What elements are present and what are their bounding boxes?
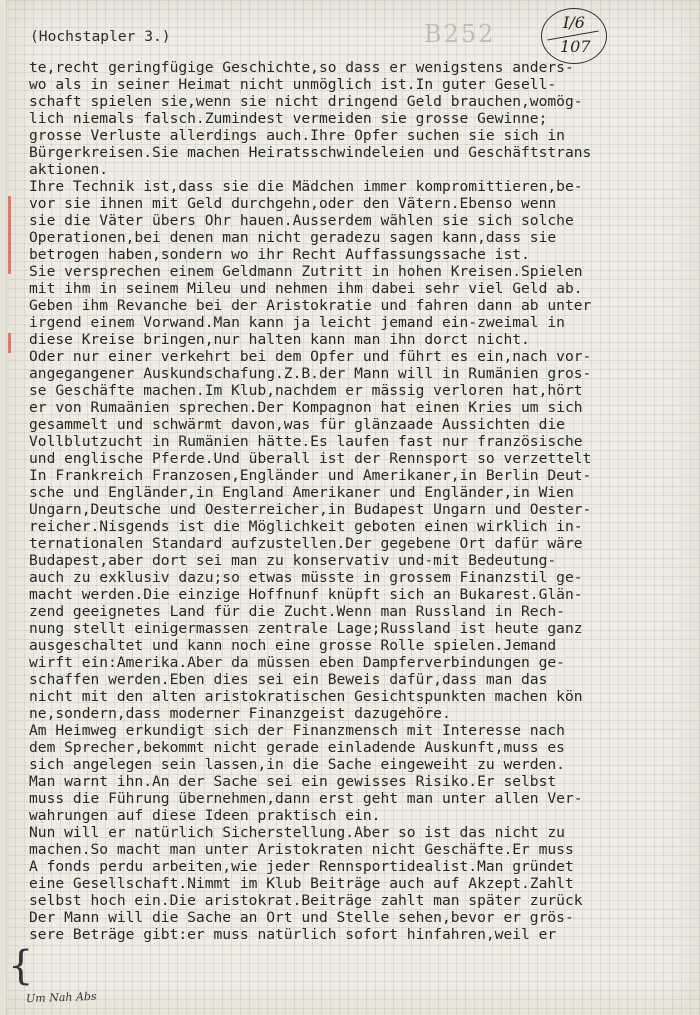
text-line: Budapest,aber dort sei man zu konservativ und-mit Bedeutung- [29, 552, 557, 569]
text-line: Der Mann will die Sache an Ort und Stelle sehen,bevor er grös- [29, 909, 574, 926]
text-line: sche und Engländer,in England Amerikaner und Engländer,in Wien [29, 484, 574, 501]
text-line: te,recht geringfügige Geschichte,so dass er wenigstens anders- [29, 59, 574, 76]
typed-body-text [29, 59, 697, 943]
text-line: sich angelegen sein lassen,in die Sache eingeweiht zu werden. [29, 756, 565, 773]
text-line: eine Gesellschaft.Nimmt im Klub Beiträge auch auf Akzept.Zahlt [29, 875, 574, 892]
text-line: aktionen. [29, 161, 109, 178]
red-margin-mark [8, 333, 11, 353]
text-line: dem Sprecher,bekommt nicht gerade einladende Auskunft,muss es [29, 739, 565, 756]
text-line: schaffen werden.Eben dies sei ein Beweis dafür,dass man das [29, 671, 548, 688]
text-line: betrogen haben,sondern wo ihr Recht Auffassungssache ist. [29, 246, 530, 263]
archive-number-bottom: 107 [560, 37, 591, 56]
text-line: A fonds perdu arbeiten,wie jeder Rennsportidealist.Man gründet [29, 858, 574, 875]
text-line: wahrungen auf diese Ideen praktisch ein. [29, 807, 381, 824]
red-margin-mark [8, 196, 11, 274]
text-line: mit ihm in seinem Mileu und nehmen ihm dabei sehr viel Geld ab. [29, 280, 583, 297]
text-line: machen.So macht man unter Aristokraten nicht Geschäfte.Er muss [29, 841, 574, 858]
text-line: nung stellt einigermassen zentrale Lage;Russland ist heute ganz [29, 620, 583, 637]
text-line: Am Heimweg erkundigt sich der Finanzmensch mit Interesse nach [29, 722, 565, 739]
text-line: wirft ein:Amerika.Aber da müssen eben Dampferverbindungen ge- [29, 654, 565, 671]
text-line: lich niemals falsch.Zumindest vermeiden sie grosse Gewinne; [29, 110, 548, 127]
text-line: irgend einem Vorwand.Man kann ja leicht jemand ein-zweimal in [29, 314, 565, 331]
text-line: macht werden.Die einzige Hoffnunf knüpft sich an Bukarest.Glän- [29, 586, 583, 603]
pencil-archive-mark: B252 [424, 20, 496, 48]
text-line: angegangener Auskundschafung.Z.B.der Mann will in Rumänien gros- [29, 365, 592, 382]
text-line: und englische Pferde.Und überall ist der Rennsport so verzettelt [29, 450, 592, 467]
text-line: nicht mit den alten aristokratischen Gesichtspunkten machen kön [29, 688, 583, 705]
text-line: Vollblutzucht in Rumänien hätte.Es laufen fast nur französische [29, 433, 583, 450]
text-line: Sie versprechen einem Geldmann Zutritt in hohen Kreisen.Spielen [29, 263, 583, 280]
text-line: sere Beträge gibt:er muss natürlich sofort hinfahren,weil er [29, 926, 557, 943]
text-line: schaft spielen sie,wenn sie nicht dringend Geld brauchen,womög- [29, 93, 583, 110]
text-line: auch zu exklusiv dazu;so etwas müsste in grossem Finanzstil ge- [29, 569, 583, 586]
margin-bracket: { [8, 943, 34, 989]
text-line: muss die Führung übernehmen,dann erst geht man unter allen Ver- [29, 790, 583, 807]
text-line: Ihre Technik ist,dass sie die Mädchen immer kompromittieren,be- [29, 178, 583, 195]
text-line: selbst hoch ein.Die aristokrat.Beiträge zahlt man später zurück [29, 892, 583, 909]
text-line: gesammelt und schwärmt davon,was für glänzaade Aussichten die [29, 416, 565, 433]
text-line: ausgeschaltet und kann noch eine grosse Rolle spielen.Jemand [29, 637, 557, 654]
text-line: wo als in seiner Heimat nicht unmöglich ist.In guter Gesell- [29, 76, 557, 93]
text-line: vor sie ihnen mit Geld durchgehn,oder den Vätern.Ebenso wenn [29, 195, 557, 212]
text-line: Geben ihm Revanche bei der Aristokratie und fahren dann ab unter [29, 297, 592, 314]
text-line: In Frankreich Franzosen,Engländer und Amerikaner,in Berlin Deut- [29, 467, 592, 484]
text-line: sie die Väter übers Ohr hauen.Ausserdem wählen sie sich solche [29, 212, 574, 229]
text-line: Operationen,bei denen man nicht geradezu sagen kann,dass sie [29, 229, 557, 246]
text-line: Ungarn,Deutsche und Oesterreicher,in Budapest Ungarn und Oester- [29, 501, 592, 518]
archive-number-top: I/6 [563, 13, 585, 32]
text-line: zend geeignetes Land für die Zucht.Wenn man Russland in Rech- [29, 603, 565, 620]
text-line: Bürgerkreisen.Sie machen Heiratsschwindeleien und Geschäftstrans [29, 144, 592, 161]
document-header: (Hochstapler 3.) [30, 28, 171, 45]
text-line: diese Kreise bringen,nur halten kann man ihn dorct nicht. [29, 331, 530, 348]
text-line: se Geschäfte machen.Im Klub,nachdem er mässig verloren hat,hört [29, 382, 583, 399]
text-line: Man warnt ihn.An der Sache sei ein gewisses Risiko.Er selbst [29, 773, 557, 790]
handwritten-margin-note: Um Nah Abs [25, 989, 97, 1006]
text-line: ne,sondern,dass moderner Finanzgeist dazugehöre. [29, 705, 451, 722]
text-line: ternationalen Standard aufzustellen.Der gegebene Ort dafür wäre [29, 535, 583, 552]
text-line: Oder nur einer verkehrt bei dem Opfer und führt es ein,nach vor- [29, 348, 592, 365]
text-line: er von Rumaänien sprechen.Der Kompagnon hat einen Kries um sich [29, 399, 583, 416]
text-line: grosse Verluste allerdings auch.Ihre Opfer suchen sie sich in [29, 127, 565, 144]
text-line: reicher.Nisgends ist die Möglichkeit geboten einen wirklich in- [29, 518, 583, 535]
text-line: Nun will er natürlich Sicherstellung.Aber so ist das nicht zu [29, 824, 565, 841]
